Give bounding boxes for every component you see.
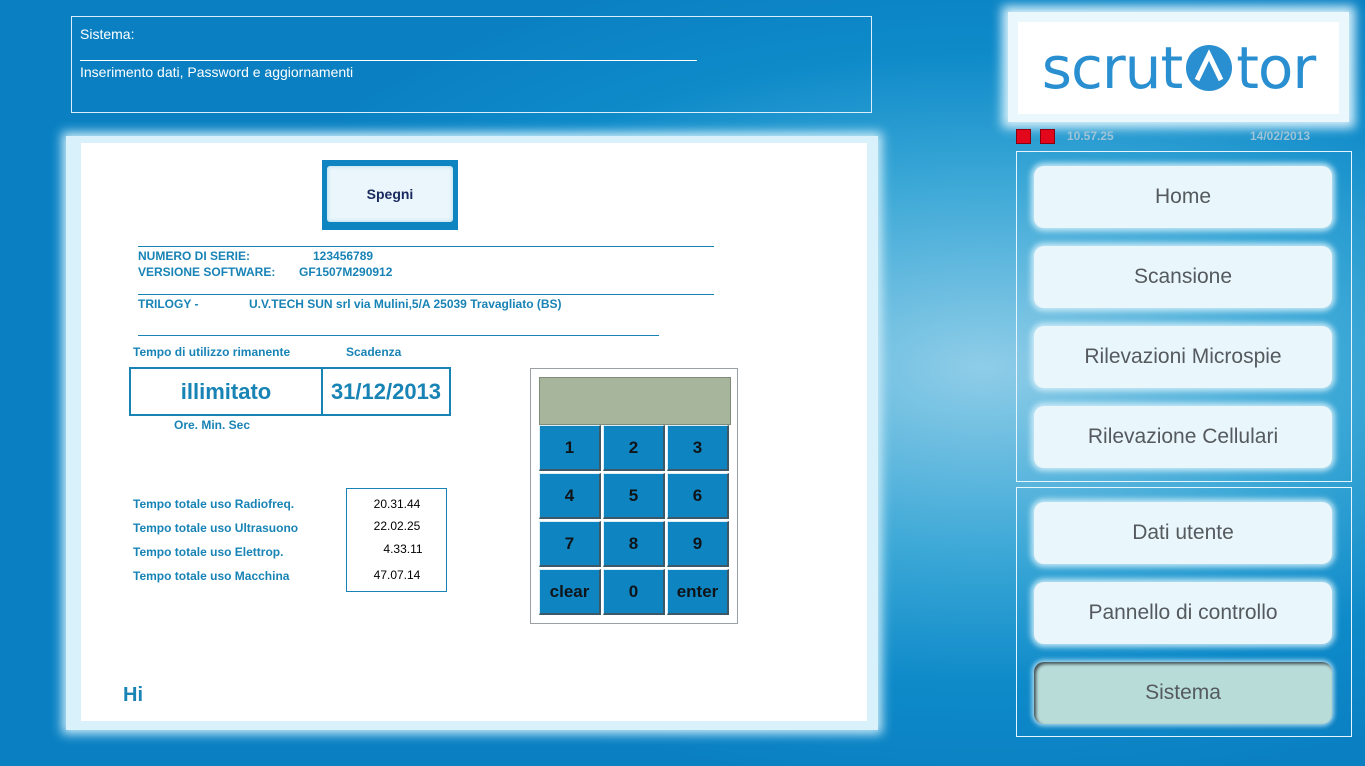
usage-label-radiofreq: Tempo totale uso Radiofreq. <box>133 497 295 511</box>
header-divider <box>80 60 697 61</box>
power-off-button[interactable]: Spegni <box>327 166 453 222</box>
remaining-time-value: illimitato <box>180 378 272 404</box>
key-4[interactable]: 4 <box>539 473 601 519</box>
usage-value-radiofreq: 20.31.44 <box>373 497 421 511</box>
serial-label: NUMERO DI SERIE: <box>138 249 251 263</box>
key-3[interactable]: 3 <box>667 425 729 471</box>
serial-value: 123456789 <box>313 249 374 263</box>
nav-dati-utente-button[interactable]: Dati utente <box>1034 502 1332 564</box>
clock: 10.57.25 <box>1067 129 1114 143</box>
expiry-label: Scadenza <box>346 345 402 359</box>
numeric-keypad <box>530 368 738 624</box>
keypad-display <box>539 377 731 425</box>
main-panel <box>81 143 867 721</box>
system-label: Sistema: <box>80 26 135 42</box>
page-subtitle: Inserimento dati, Password e aggiornamenti <box>80 64 354 80</box>
nav-rilevazione-cellulari-button[interactable]: Rilevazione Cellulari <box>1034 406 1332 468</box>
license-box <box>129 367 451 416</box>
nav-home-button[interactable]: Home <box>1034 166 1332 228</box>
product-name: TRILOGY - <box>138 297 199 311</box>
nav-scansione-button[interactable]: Scansione <box>1034 246 1332 308</box>
manufacturer-info: U.V.TECH SUN srl via Mulini,5/A 25039 Travagliato (BS) <box>249 297 562 311</box>
software-label: VERSIONE SOFTWARE: <box>138 265 276 279</box>
logo-text <box>1042 34 1316 102</box>
key-2[interactable]: 2 <box>603 425 665 471</box>
time-format-hint: Ore. Min. Sec <box>174 418 251 432</box>
logo-text-end: tor <box>1236 34 1316 102</box>
usage-value-ultrasuono: 22.02.25 <box>373 519 421 533</box>
logo-a-mark-icon <box>1183 42 1235 94</box>
status-led-2 <box>1040 129 1055 144</box>
divider <box>138 246 714 247</box>
usage-label-ultrasuono: Tempo totale uso Ultrasuono <box>133 521 299 535</box>
logo-frame <box>1008 12 1349 122</box>
key-5[interactable]: 5 <box>603 473 665 519</box>
usage-label-macchina: Tempo totale uso Macchina <box>133 569 290 583</box>
key-8[interactable]: 8 <box>603 521 665 567</box>
status-led-1 <box>1016 129 1031 144</box>
nav-pannello-controllo-button[interactable]: Pannello di controllo <box>1034 582 1332 644</box>
usage-value-macchina: 47.07.14 <box>373 568 421 582</box>
nav-rilevazioni-microspie-button[interactable]: Rilevazioni Microspie <box>1034 326 1332 388</box>
usage-value-elettrop: 4.33.11 <box>383 542 423 556</box>
key-clear[interactable]: clear <box>539 569 601 615</box>
remaining-time-label: Tempo di utilizzo rimanente <box>133 345 291 359</box>
greeting-text: Hi <box>123 684 143 706</box>
usage-values-box <box>346 488 447 592</box>
software-value: GF1507M290912 <box>299 265 393 279</box>
divider <box>138 294 714 295</box>
nav-sistema-button[interactable]: Sistema <box>1034 662 1332 724</box>
header-panel <box>71 16 872 113</box>
expiry-value: 31/12/2013 <box>330 378 442 404</box>
key-7[interactable]: 7 <box>539 521 601 567</box>
key-6[interactable]: 6 <box>667 473 729 519</box>
key-0[interactable]: 0 <box>603 569 665 615</box>
key-9[interactable]: 9 <box>667 521 729 567</box>
key-enter[interactable]: enter <box>667 569 729 615</box>
date: 14/02/2013 <box>1250 129 1311 143</box>
power-off-frame <box>322 160 458 230</box>
key-1[interactable]: 1 <box>539 425 601 471</box>
divider <box>138 335 659 336</box>
logo <box>1018 22 1339 114</box>
logo-text-start: scrut <box>1041 34 1183 102</box>
usage-label-elettrop: Tempo totale uso Elettrop. <box>133 545 284 559</box>
